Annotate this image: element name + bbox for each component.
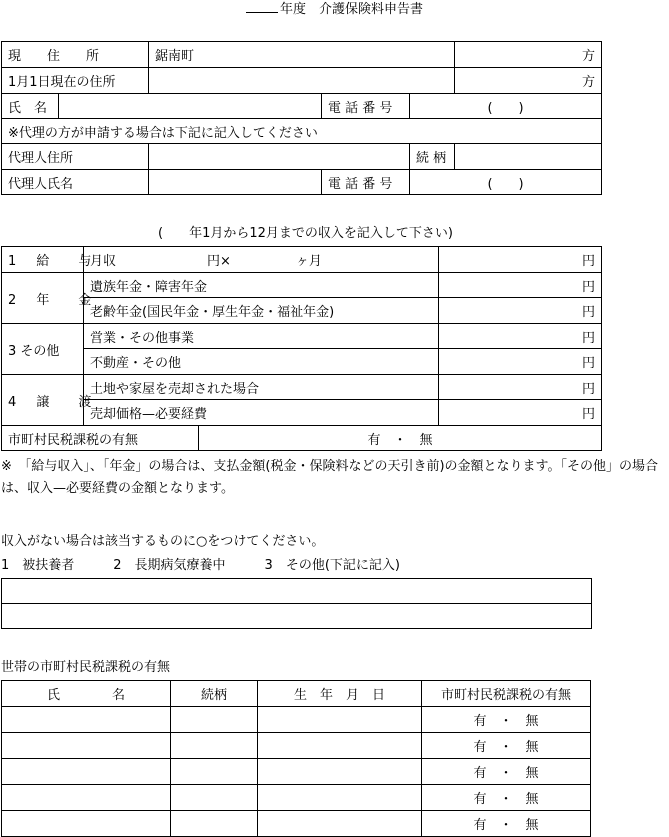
form-title	[0, 0, 669, 20]
transfer-label: 4 譲 渡	[2, 375, 84, 426]
other-yen[interactable]: 円	[439, 349, 602, 375]
salary-label: 1 給 与	[2, 247, 84, 273]
household-name-cell[interactable]	[2, 785, 171, 811]
other-item: 不動産・その他	[84, 349, 439, 375]
jan1-address-unit: 方	[455, 68, 602, 94]
household-relation-cell[interactable]	[171, 811, 258, 837]
income-heading: ( 年1月から12月までの収入を記入して下さい)	[158, 226, 453, 241]
other-label: 3 その他	[2, 324, 84, 375]
income-note: ※ 「給与収入」、「年金」の場合は、支払金額(税金・保険料などの天引き前)の金額となります。「その他」の場合は、収入—必要経費の金額となります。	[1, 459, 658, 496]
household-relation-cell[interactable]	[171, 707, 258, 733]
proxy-name-field[interactable]	[149, 170, 322, 195]
pension-label: 2 年 金	[2, 273, 84, 324]
other-details-row[interactable]	[2, 604, 592, 629]
household-tax-cell[interactable]: 有 ・ 無	[422, 785, 591, 811]
household-birthdate-cell[interactable]	[258, 759, 422, 785]
table-row	[2, 811, 591, 837]
name-label: 氏 名	[2, 94, 59, 119]
household-name-cell[interactable]	[2, 811, 171, 837]
tax-status-field[interactable]: 有 ・ 無	[199, 426, 602, 451]
salary-yen: 円	[439, 247, 602, 273]
household-header-birthdate: 生 年 月 日	[258, 681, 422, 707]
household-name-cell[interactable]	[2, 707, 171, 733]
tax-status-label: 市町村民税課税の有無	[2, 426, 199, 451]
proxy-note: ※代理の方が申請する場合は下記に記入してください	[2, 119, 602, 144]
address-unit: 方	[455, 42, 602, 68]
household-birthdate-cell[interactable]	[258, 707, 422, 733]
pension-item: 老齢年金(国民年金・厚生年金・福祉年金)	[84, 298, 439, 324]
household-name-cell[interactable]	[2, 759, 171, 785]
salary-field[interactable]: 月収 円× ヶ月	[84, 247, 439, 273]
phone-field[interactable]: ( )	[410, 94, 602, 119]
household-header-relation: 続柄	[171, 681, 258, 707]
transfer-item: 売却価格—必要経費	[84, 400, 439, 426]
address-field[interactable]: 鋸南町	[149, 42, 455, 68]
relation-field[interactable]	[455, 144, 602, 170]
household-relation-cell[interactable]	[171, 785, 258, 811]
other-details-row[interactable]	[2, 579, 592, 604]
household-header-tax: 市町村民税課税の有無	[422, 681, 591, 707]
household-heading: 世帯の市町村民税課税の有無	[1, 660, 171, 675]
household-birthdate-cell[interactable]	[258, 733, 422, 759]
household-tax-cell[interactable]: 有 ・ 無	[422, 733, 591, 759]
address-label: 現 住 所	[2, 42, 149, 68]
other-details-table	[1, 578, 592, 629]
no-income-instruction: 収入がない場合は該当するものに○をつけてください。	[1, 534, 325, 549]
transfer-yen[interactable]: 円	[439, 400, 602, 426]
proxy-name-label: 代理人氏名	[2, 170, 149, 195]
form-title-text: 年度 介護保険料申告書	[279, 2, 423, 17]
other-item: 営業・その他事業	[84, 324, 439, 349]
proxy-address-field[interactable]	[149, 144, 410, 170]
income-table	[1, 246, 602, 451]
proxy-phone-field[interactable]: ( )	[410, 170, 602, 195]
household-table	[1, 680, 591, 837]
household-birthdate-cell[interactable]	[258, 811, 422, 837]
table-row	[2, 707, 591, 733]
jan1-address-label: 1月1日現在の住所	[2, 68, 149, 94]
applicant-table	[1, 41, 602, 195]
household-birthdate-cell[interactable]	[258, 785, 422, 811]
household-tax-cell[interactable]: 有 ・ 無	[422, 811, 591, 837]
household-relation-cell[interactable]	[171, 733, 258, 759]
table-row	[2, 785, 591, 811]
relation-label: 続 柄	[410, 144, 455, 170]
household-tax-cell[interactable]: 有 ・ 無	[422, 707, 591, 733]
proxy-phone-label: 電 話 番 号	[322, 170, 410, 195]
table-row	[2, 759, 591, 785]
phone-label: 電 話 番 号	[322, 94, 410, 119]
no-income-options[interactable]: 1 被扶養者 2 長期病気療養中 3 その他(下記に記入)	[1, 558, 400, 573]
jan1-address-field[interactable]	[149, 68, 455, 94]
proxy-address-label: 代理人住所	[2, 144, 149, 170]
name-field[interactable]	[59, 94, 322, 119]
other-yen[interactable]: 円	[439, 324, 602, 349]
pension-yen[interactable]: 円	[439, 273, 602, 298]
household-name-cell[interactable]	[2, 733, 171, 759]
year-blank[interactable]	[246, 0, 278, 13]
household-relation-cell[interactable]	[171, 759, 258, 785]
table-row	[2, 733, 591, 759]
household-tax-cell[interactable]: 有 ・ 無	[422, 759, 591, 785]
pension-item: 遺族年金・障害年金	[84, 273, 439, 298]
pension-yen[interactable]: 円	[439, 298, 602, 324]
household-header-name: 氏 名	[2, 681, 171, 707]
transfer-yen[interactable]: 円	[439, 375, 602, 400]
transfer-item: 土地や家屋を売却された場合	[84, 375, 439, 400]
